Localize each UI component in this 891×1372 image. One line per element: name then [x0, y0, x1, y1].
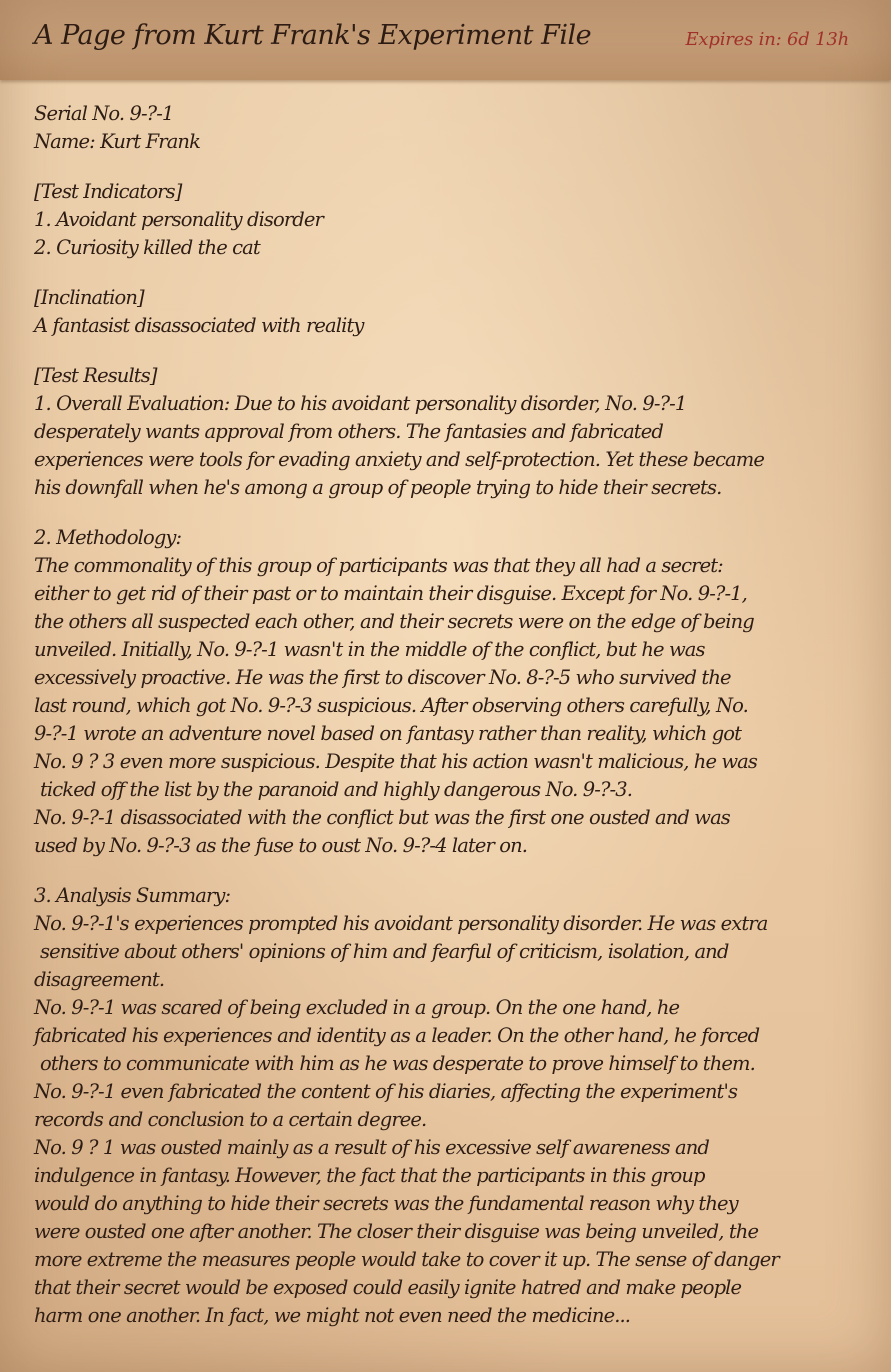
analysis-line: were ousted one after another. The closer their disguise was being unveiled, the [34, 1220, 759, 1243]
expiry-timer: Expires in: 6d 13h [685, 29, 849, 50]
methodology-line: excessively proactive. He was the first to discover No. 8-?-5 who survived the [34, 666, 731, 689]
methodology-line: used by No. 9-?-3 as the fuse to oust No. 9-?-4 later on. [34, 834, 528, 857]
test-results-heading: [Test Results] [34, 364, 157, 387]
overall-evaluation-line: desperately wants approval from others. The fantasies and fabricated [34, 420, 663, 443]
serial-number: Serial No. 9-?-1 [34, 102, 174, 125]
analysis-line: No. 9-?-1's experiences prompted his avoidant personality disorder. He was extra [34, 912, 768, 935]
methodology-line: No. 9 ? 3 even more suspicious. Despite that his action wasn't malicious, he was [34, 750, 758, 773]
overall-evaluation-line: experiences were tools for evading anxiety and self-protection. Yet these became [34, 448, 764, 471]
analysis-heading: 3. Analysis Summary: [34, 884, 231, 907]
analysis-line: others to communicate with him as he was desperate to prove himself to them. [40, 1052, 755, 1075]
inclination-text: A fantasist disassociated with reality [34, 314, 364, 337]
analysis-line: indulgence in fantasy. However, the fact that the participants in this group [34, 1164, 705, 1187]
methodology-heading: 2. Methodology: [34, 526, 182, 549]
inclination-heading: [Inclination] [34, 286, 144, 309]
analysis-line: No. 9-?-1 was scared of being excluded in a group. On the one hand, he [34, 996, 680, 1019]
methodology-line: unveiled. Initially, No. 9-?-1 wasn't in the middle of the conflict, but he was [34, 638, 705, 661]
methodology-line: No. 9-?-1 disassociated with the conflict but was the first one ousted and was [34, 806, 730, 829]
analysis-line: more extreme the measures people would take to cover it up. The sense of danger [34, 1248, 779, 1271]
analysis-line: would do anything to hide their secrets was the fundamental reason why they [34, 1192, 738, 1215]
overall-evaluation-line: 1. Overall Evaluation: Due to his avoidant personality disorder, No. 9-?-1 [34, 392, 687, 415]
indicator-item: 2. Curiosity killed the cat [34, 236, 260, 259]
document-body [34, 100, 874, 1330]
test-indicators-heading: [Test Indicators] [34, 180, 182, 203]
indicator-item: 1. Avoidant personality disorder [34, 208, 323, 231]
analysis-line: disagreement. [34, 968, 165, 991]
methodology-line: last round, which got No. 9-?-3 suspicious. After observing others carefully, No. [34, 694, 748, 717]
analysis-line: harm one another. In fact, we might not even need the medicine... [34, 1304, 631, 1327]
analysis-line: No. 9 ? 1 was ousted mainly as a result of his excessive self awareness and [34, 1136, 709, 1159]
analysis-line: that their secret would be exposed could easily ignite hatred and make people [34, 1276, 742, 1299]
methodology-line: The commonality of this group of participants was that they all had a secret: [34, 554, 723, 577]
subject-name: Name: Kurt Frank [34, 130, 200, 153]
page-title: A Page from Kurt Frank's Experiment File [34, 20, 592, 51]
overall-evaluation-line: his downfall when he's among a group of people trying to hide their secrets. [34, 476, 722, 499]
analysis-line: No. 9-?-1 even fabricated the content of his diaries, affecting the experiment's [34, 1080, 738, 1103]
methodology-line: 9-?-1 wrote an adventure novel based on fantasy rather than reality, which got [34, 722, 742, 745]
methodology-line: either to get rid of their past or to maintain their disguise. Except for No. 9-?-1, [34, 582, 747, 605]
analysis-line: fabricated his experiences and identity as a leader. On the other hand, he forced [34, 1024, 760, 1047]
analysis-line: sensitive about others' opinions of him and fearful of criticism, isolation, and [40, 940, 729, 963]
methodology-line: ticked off the list by the paranoid and highly dangerous No. 9-?-3. [40, 778, 633, 801]
page-header [0, 0, 891, 80]
analysis-line: records and conclusion to a certain degree. [34, 1108, 427, 1131]
methodology-line: the others all suspected each other, and their secrets were on the edge of being [34, 610, 754, 633]
